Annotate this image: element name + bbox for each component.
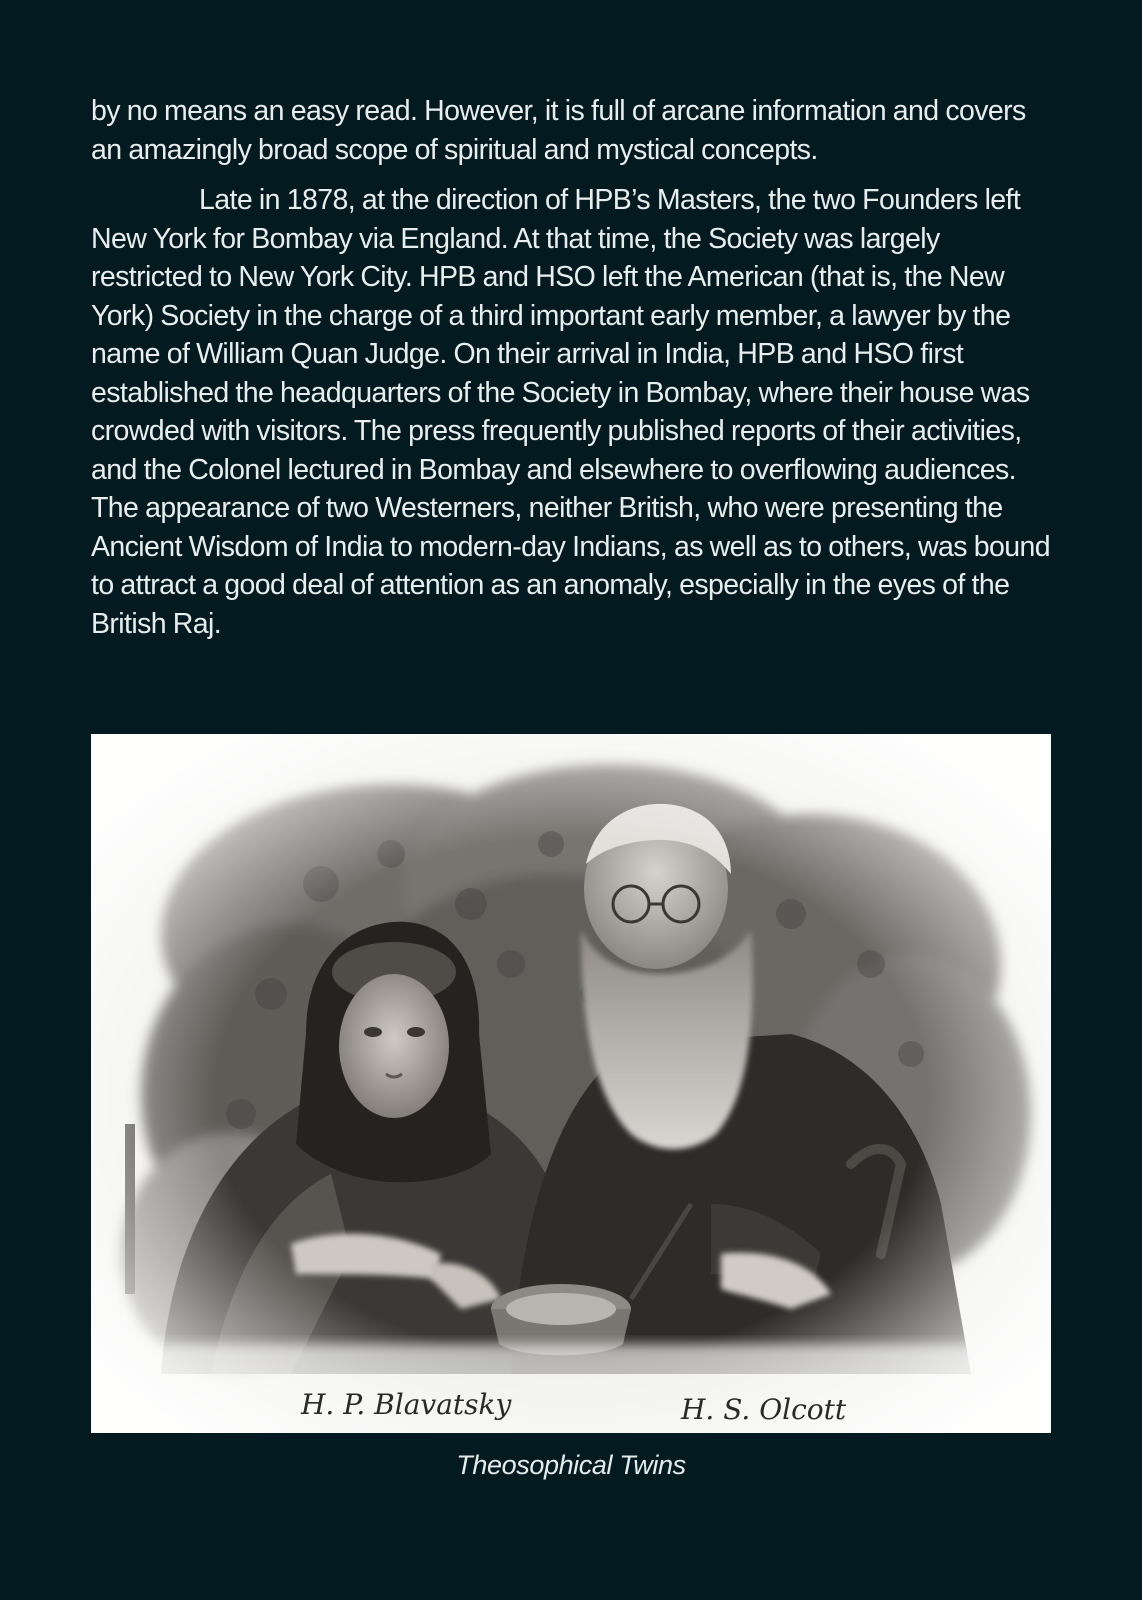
paragraph-founders-to-india: Late in 1878, at the direction of HPB’s Masters, the two Founders left New York for Bombay via England. At that time, the Society was largely restricted to New York City. HPB and HSO left the American (that is, the New York) Society in the charge of a third important early member, a lawyer by the name of William Quan Judge. On their arrival in India, HPB and HSO first established the headquarters of the Society in Bombay, where their house was crowded with visitors. The press frequently published reports of their activities, and the Colonel lectured in Bombay and elsewhere to overflowing audiences. The appearance of two Westerners, neither British, who were presenting the Ancient Wisdom of India to modern-day Indians, as well as to others, was bound to attract a good deal of attention as an anomaly, especially in the eyes of the British Raj. xyxy=(91,184,1050,640)
signature-right: H. S. Olcott xyxy=(681,1393,847,1426)
figure-caption: Theosophical Twins xyxy=(456,1450,686,1480)
signature-left: H. P. Blavatsky xyxy=(301,1388,512,1421)
paragraph-continuation: by no means an easy read. However, it is full of arcane information and covers an amazingly broad scope of spiritual and mystical concepts. xyxy=(91,95,1026,166)
photograph-blavatsky-olcott xyxy=(91,734,1051,1433)
body-text xyxy=(91,92,1051,643)
